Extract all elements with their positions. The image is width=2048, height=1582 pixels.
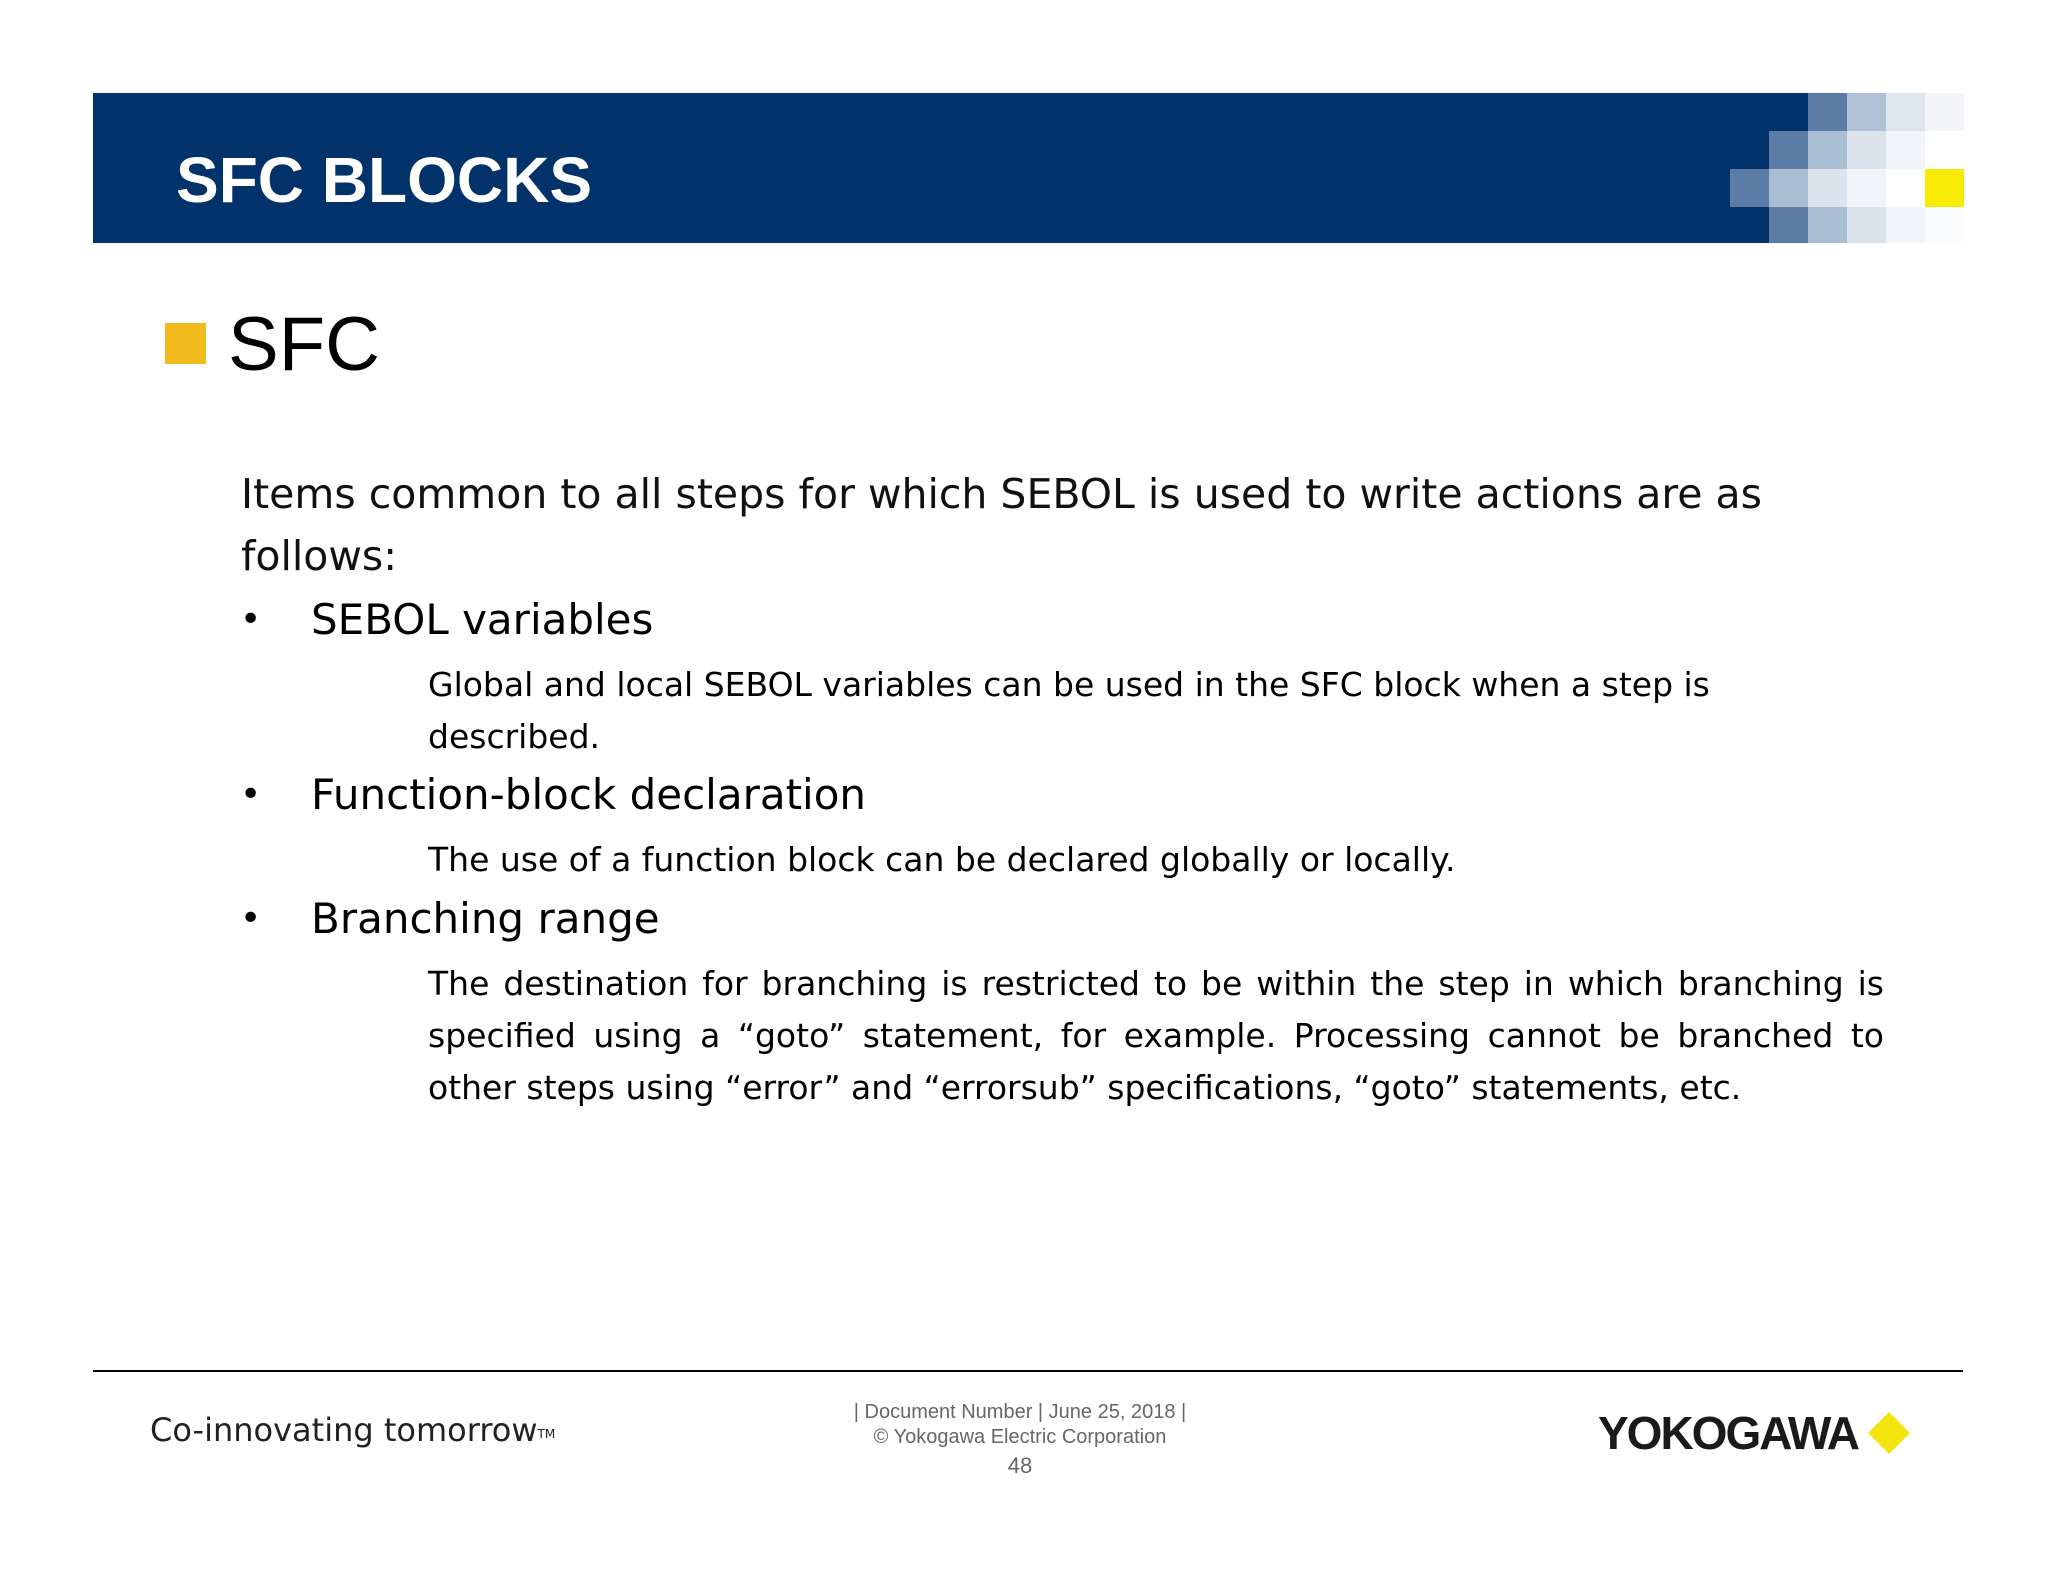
page-number: 48 xyxy=(1007,1453,1033,1478)
bullet-icon: • xyxy=(240,599,262,640)
intro-paragraph: Items common to all steps for which SEBOL is used to write actions are as follows: xyxy=(241,470,1763,580)
item-detail-branching-range: The destination for branching is restricted to be within the step in which branching is specified using a “goto” statement, for example. Processing cannot be branched to other steps using “error” and “errorsub” specifications, “goto” statements, etc. xyxy=(428,964,1884,1107)
yokogawa-logo-text: YOKOGAWA xyxy=(1598,1407,1859,1459)
yellow-diamond-icon xyxy=(1868,1412,1910,1454)
tagline-text: Co-innovating tomorrow xyxy=(150,1411,538,1449)
section-bullet-square-icon xyxy=(165,323,206,364)
copyright-line: © Yokogawa Electric Corporation xyxy=(873,1426,1167,1448)
yellow-square-icon xyxy=(1925,169,1964,207)
document-line: | Document Number | June 25, 2018 | xyxy=(853,1401,1187,1423)
item-detail-function-block-declaration: The use of a function block can be declared globally or locally. xyxy=(428,840,1456,879)
mosaic-decoration xyxy=(1730,93,1963,243)
footer-document-info xyxy=(760,1400,1280,1478)
item-heading-sebol-variables: SEBOL variables xyxy=(311,595,654,644)
footer-tagline xyxy=(150,1408,555,1452)
bullet-icon: • xyxy=(240,898,262,939)
item-heading-function-block-declaration: Function-block declaration xyxy=(311,770,867,819)
bullet-icon: • xyxy=(240,774,262,815)
item-detail-sebol-variables: Global and local SEBOL variables can be used in the SFC block when a step is described. xyxy=(428,665,1710,756)
trademark-mark: TM xyxy=(537,1427,556,1441)
slide-title: SFC BLOCKS xyxy=(176,144,592,216)
item-heading-branching-range: Branching range xyxy=(311,894,660,943)
footer-divider xyxy=(93,1370,1963,1372)
section-title: SFC xyxy=(228,302,380,387)
